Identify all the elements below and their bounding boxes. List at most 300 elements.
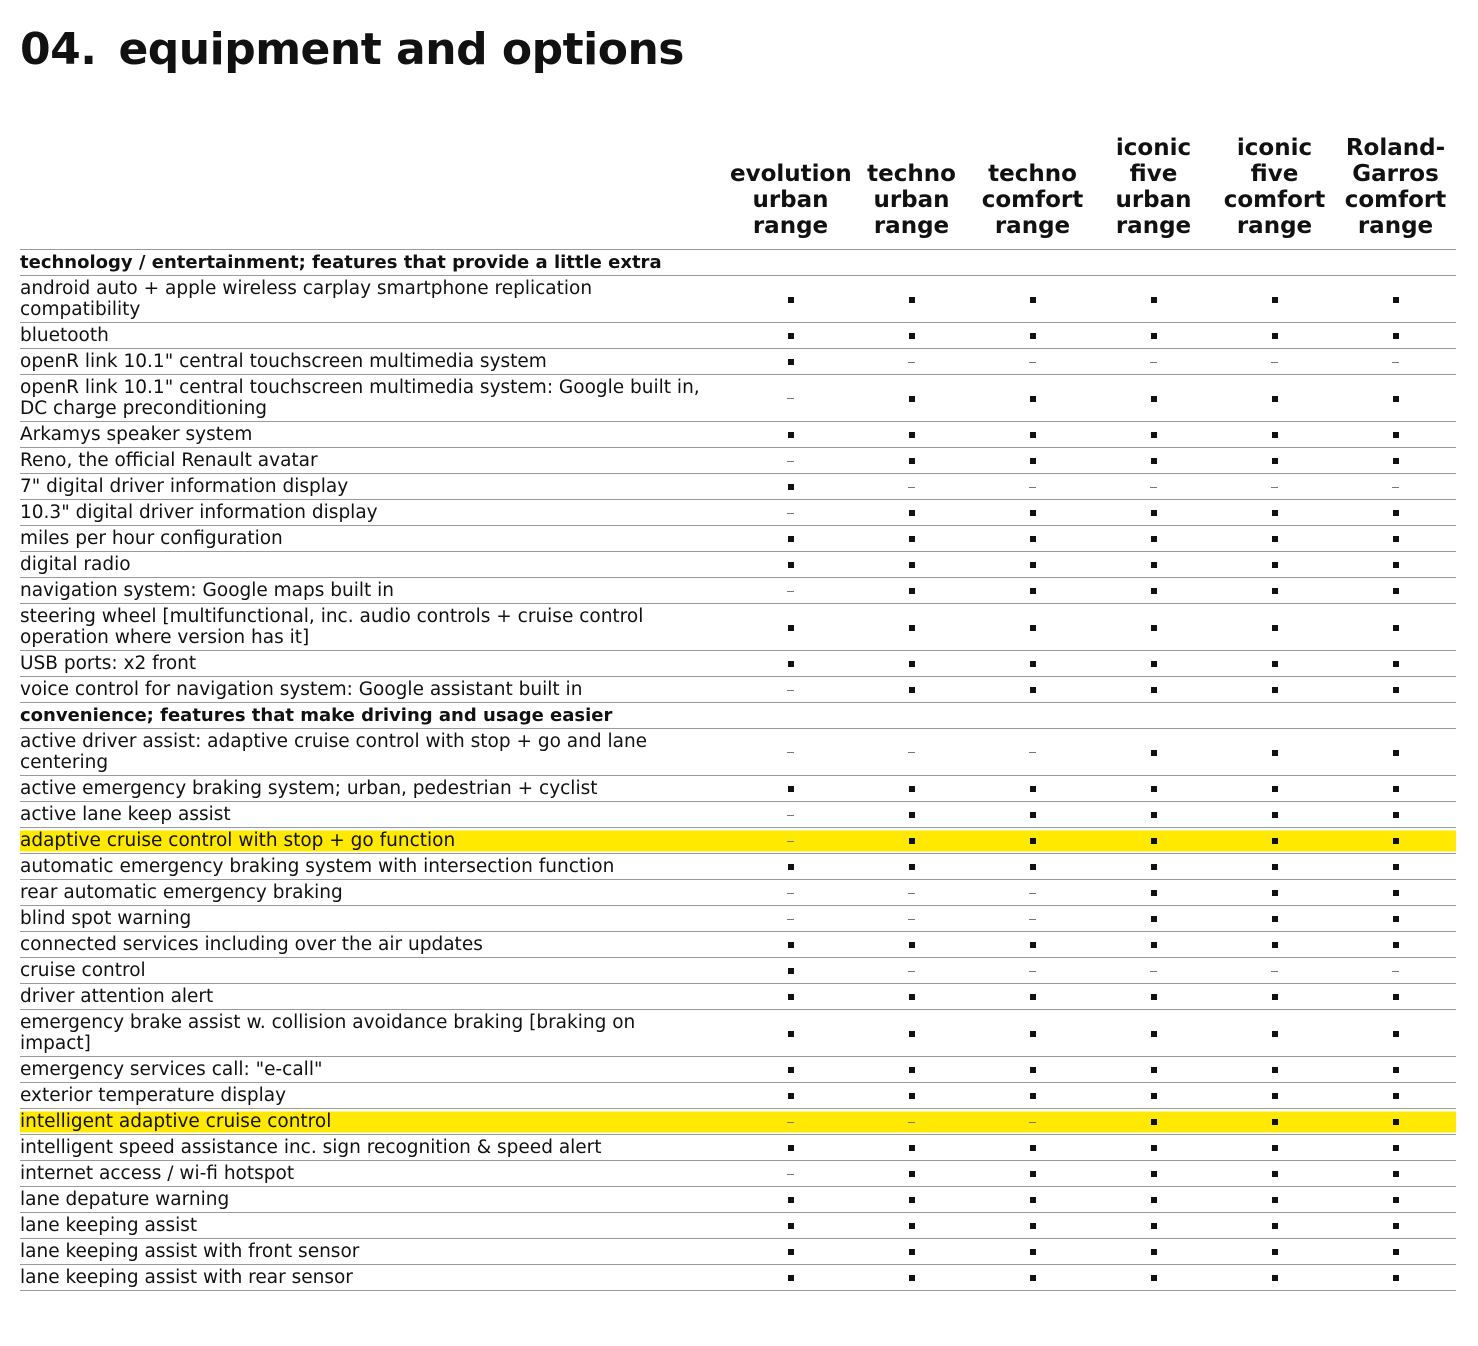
availability-cell (1093, 958, 1214, 984)
availability-cell (851, 448, 972, 474)
availability-cell (1093, 1135, 1214, 1161)
availability-cell (730, 422, 851, 448)
standard-marker-icon (1272, 786, 1278, 792)
availability-cell (1214, 828, 1335, 854)
availability-cell (730, 802, 851, 828)
not-available-marker-icon (1029, 487, 1036, 488)
standard-marker-icon (909, 432, 915, 438)
availability-cell (1335, 802, 1456, 828)
standard-marker-icon (1030, 1249, 1036, 1255)
feature-row (20, 474, 1456, 500)
availability-cell (1093, 1239, 1214, 1265)
availability-cell (851, 651, 972, 677)
availability-cell (1093, 604, 1214, 651)
standard-marker-icon (1272, 916, 1278, 922)
availability-cell (972, 578, 1093, 604)
availability-cell (1335, 349, 1456, 375)
standard-marker-icon (788, 536, 794, 542)
feature-row (20, 276, 1456, 323)
standard-marker-icon (909, 687, 915, 693)
availability-cell (972, 854, 1093, 880)
availability-cell (1335, 526, 1456, 552)
availability-cell (1214, 1239, 1335, 1265)
availability-cell (1093, 323, 1214, 349)
availability-cell (1214, 729, 1335, 776)
availability-cell (972, 677, 1093, 703)
availability-cell (1214, 276, 1335, 323)
availability-cell (851, 854, 972, 880)
feature-row (20, 604, 1456, 651)
column-header: iconic five urban range (1093, 135, 1214, 250)
standard-marker-icon (1272, 562, 1278, 568)
not-available-marker-icon (908, 487, 915, 488)
availability-cell (730, 932, 851, 958)
availability-cell (1335, 776, 1456, 802)
availability-cell (1335, 1083, 1456, 1109)
standard-marker-icon (909, 625, 915, 631)
standard-marker-icon (1030, 432, 1036, 438)
not-available-marker-icon (1029, 919, 1036, 920)
availability-cell (730, 880, 851, 906)
standard-marker-icon (1030, 333, 1036, 339)
availability-cell (1214, 422, 1335, 448)
not-available-marker-icon (787, 461, 794, 462)
availability-cell (1335, 651, 1456, 677)
section-label: convenience; features that make driving and usage easier (20, 703, 1456, 729)
standard-marker-icon (1151, 1275, 1157, 1281)
feature-row (20, 1213, 1456, 1239)
feature-row (20, 677, 1456, 703)
standard-marker-icon (1272, 890, 1278, 896)
availability-cell (851, 500, 972, 526)
section-header-row (20, 703, 1456, 729)
availability-cell (1335, 448, 1456, 474)
feature-label: lane keeping assist (20, 1213, 730, 1239)
availability-cell (972, 375, 1093, 422)
feature-label: miles per hour configuration (20, 526, 730, 552)
availability-cell (851, 984, 972, 1010)
availability-cell (1335, 677, 1456, 703)
availability-cell (851, 578, 972, 604)
standard-marker-icon (788, 864, 794, 870)
standard-marker-icon (1030, 1067, 1036, 1073)
not-available-marker-icon (908, 919, 915, 920)
standard-marker-icon (1393, 1145, 1399, 1151)
standard-marker-icon (1272, 396, 1278, 402)
availability-cell (972, 651, 1093, 677)
feature-row (20, 422, 1456, 448)
availability-cell (1335, 1010, 1456, 1057)
standard-marker-icon (1151, 458, 1157, 464)
availability-cell (851, 1213, 972, 1239)
not-available-marker-icon (787, 815, 794, 816)
not-available-marker-icon (1029, 893, 1036, 894)
standard-marker-icon (1151, 916, 1157, 922)
feature-row (20, 349, 1456, 375)
availability-cell (730, 552, 851, 578)
feature-row (20, 729, 1456, 776)
not-available-marker-icon (787, 398, 794, 399)
standard-marker-icon (1272, 625, 1278, 631)
availability-cell (1335, 422, 1456, 448)
feature-label: openR link 10.1" central touchscreen multimedia system: Google built in, DC charge preconditioning (20, 375, 730, 422)
availability-cell (972, 349, 1093, 375)
standard-marker-icon (1030, 1275, 1036, 1281)
availability-cell (1214, 958, 1335, 984)
not-available-marker-icon (787, 919, 794, 920)
availability-cell (972, 880, 1093, 906)
feature-label: rear automatic emergency braking (20, 880, 730, 906)
standard-marker-icon (788, 942, 794, 948)
availability-cell (1093, 578, 1214, 604)
availability-cell (851, 828, 972, 854)
standard-marker-icon (1030, 994, 1036, 1000)
feature-label: lane keeping assist with rear sensor (20, 1265, 730, 1291)
feature-row (20, 1161, 1456, 1187)
standard-marker-icon (1272, 942, 1278, 948)
standard-marker-icon (788, 562, 794, 568)
header-row (20, 135, 1456, 250)
standard-marker-icon (1151, 333, 1157, 339)
availability-cell (1214, 1083, 1335, 1109)
standard-marker-icon (1030, 1031, 1036, 1037)
feature-label: driver attention alert (20, 984, 730, 1010)
standard-marker-icon (1393, 812, 1399, 818)
standard-marker-icon (1272, 812, 1278, 818)
standard-marker-icon (1393, 661, 1399, 667)
standard-marker-icon (1272, 864, 1278, 870)
not-available-marker-icon (1392, 971, 1399, 972)
standard-marker-icon (1151, 536, 1157, 542)
availability-cell (972, 1187, 1093, 1213)
feature-row (20, 958, 1456, 984)
feature-row (20, 854, 1456, 880)
section-number: 04. (20, 24, 97, 75)
availability-cell (730, 1187, 851, 1213)
standard-marker-icon (1272, 510, 1278, 516)
standard-marker-icon (1393, 1223, 1399, 1229)
standard-marker-icon (1393, 588, 1399, 594)
standard-marker-icon (1393, 838, 1399, 844)
feature-label: internet access / wi-fi hotspot (20, 1161, 730, 1187)
standard-marker-icon (788, 994, 794, 1000)
availability-cell (851, 474, 972, 500)
standard-marker-icon (788, 359, 794, 365)
standard-marker-icon (1151, 1067, 1157, 1073)
not-available-marker-icon (908, 893, 915, 894)
availability-cell (1335, 578, 1456, 604)
standard-marker-icon (909, 661, 915, 667)
standard-marker-icon (1151, 396, 1157, 402)
availability-cell (730, 776, 851, 802)
standard-marker-icon (1272, 687, 1278, 693)
feature-label: automatic emergency braking system with intersection function (20, 854, 730, 880)
availability-cell (1214, 776, 1335, 802)
standard-marker-icon (1151, 1119, 1157, 1125)
availability-cell (1214, 526, 1335, 552)
feature-row (20, 552, 1456, 578)
standard-marker-icon (1030, 625, 1036, 631)
standard-marker-icon (1393, 1197, 1399, 1203)
standard-marker-icon (1272, 588, 1278, 594)
feature-label: 7" digital driver information display (20, 474, 730, 500)
availability-cell (1214, 1135, 1335, 1161)
availability-cell (1335, 1265, 1456, 1291)
availability-cell (1093, 1213, 1214, 1239)
not-available-marker-icon (1029, 752, 1036, 753)
availability-cell (730, 651, 851, 677)
column-header: techno comfort range (972, 135, 1093, 250)
standard-marker-icon (1393, 333, 1399, 339)
availability-cell (851, 677, 972, 703)
feature-row (20, 1265, 1456, 1291)
standard-marker-icon (1151, 1197, 1157, 1203)
feature-label: bluetooth (20, 323, 730, 349)
availability-cell (1335, 880, 1456, 906)
availability-cell (972, 1265, 1093, 1291)
standard-marker-icon (1151, 890, 1157, 896)
availability-cell (1214, 677, 1335, 703)
standard-marker-icon (1272, 432, 1278, 438)
availability-cell (851, 802, 972, 828)
standard-marker-icon (1151, 510, 1157, 516)
standard-marker-icon (1030, 942, 1036, 948)
availability-cell (972, 802, 1093, 828)
feature-row (20, 802, 1456, 828)
availability-cell (1214, 474, 1335, 500)
standard-marker-icon (1393, 396, 1399, 402)
feature-row (20, 1135, 1456, 1161)
availability-cell (730, 1109, 851, 1135)
availability-cell (1214, 651, 1335, 677)
standard-marker-icon (788, 1145, 794, 1151)
standard-marker-icon (1030, 536, 1036, 542)
feature-label: navigation system: Google maps built in (20, 578, 730, 604)
not-available-marker-icon (787, 752, 794, 753)
standard-marker-icon (909, 536, 915, 542)
availability-cell (1335, 1213, 1456, 1239)
standard-marker-icon (1272, 1119, 1278, 1125)
availability-cell (851, 1109, 972, 1135)
availability-cell (1214, 500, 1335, 526)
availability-cell (851, 880, 972, 906)
standard-marker-icon (1151, 1031, 1157, 1037)
standard-marker-icon (788, 1093, 794, 1099)
not-available-marker-icon (908, 971, 915, 972)
feature-row (20, 880, 1456, 906)
standard-marker-icon (788, 1067, 794, 1073)
availability-cell (1214, 448, 1335, 474)
availability-cell (1214, 984, 1335, 1010)
availability-cell (730, 323, 851, 349)
standard-marker-icon (1151, 1171, 1157, 1177)
feature-row (20, 1187, 1456, 1213)
standard-marker-icon (1393, 1275, 1399, 1281)
standard-marker-icon (909, 1249, 915, 1255)
availability-cell (972, 828, 1093, 854)
not-available-marker-icon (1029, 971, 1036, 972)
standard-marker-icon (1272, 297, 1278, 303)
standard-marker-icon (909, 1093, 915, 1099)
feature-label: active lane keep assist (20, 802, 730, 828)
standard-marker-icon (909, 786, 915, 792)
feature-label: steering wheel [multifunctional, inc. audio controls + cruise control operation where version has it] (20, 604, 730, 651)
standard-marker-icon (1151, 1223, 1157, 1229)
standard-marker-icon (788, 1249, 794, 1255)
standard-marker-icon (1393, 687, 1399, 693)
availability-cell (730, 526, 851, 552)
availability-cell (851, 604, 972, 651)
standard-marker-icon (1272, 1275, 1278, 1281)
availability-cell (1093, 1161, 1214, 1187)
standard-marker-icon (788, 484, 794, 490)
column-header: techno urban range (851, 135, 972, 250)
standard-marker-icon (1272, 1171, 1278, 1177)
availability-cell (1335, 1161, 1456, 1187)
availability-cell (1093, 880, 1214, 906)
availability-cell (851, 1135, 972, 1161)
not-available-marker-icon (1029, 1122, 1036, 1123)
availability-cell (1093, 906, 1214, 932)
availability-cell (730, 1213, 851, 1239)
availability-cell (972, 984, 1093, 1010)
availability-cell (851, 526, 972, 552)
availability-cell (1093, 422, 1214, 448)
standard-marker-icon (909, 510, 915, 516)
standard-marker-icon (1272, 1067, 1278, 1073)
availability-cell (1214, 552, 1335, 578)
availability-cell (1093, 349, 1214, 375)
standard-marker-icon (909, 1171, 915, 1177)
table-body (20, 250, 1456, 1291)
availability-cell (1214, 1187, 1335, 1213)
availability-cell (1093, 828, 1214, 854)
highlighted-feature-row (20, 828, 1456, 854)
standard-marker-icon (1393, 562, 1399, 568)
not-available-marker-icon (1392, 362, 1399, 363)
standard-marker-icon (1272, 1145, 1278, 1151)
availability-cell (1093, 1057, 1214, 1083)
availability-cell (972, 448, 1093, 474)
standard-marker-icon (1030, 1171, 1036, 1177)
availability-cell (851, 1239, 972, 1265)
availability-cell (1093, 276, 1214, 323)
availability-cell (1335, 552, 1456, 578)
availability-cell (1335, 1187, 1456, 1213)
availability-cell (851, 1010, 972, 1057)
availability-cell (1335, 932, 1456, 958)
availability-cell (1335, 1239, 1456, 1265)
availability-cell (730, 1083, 851, 1109)
availability-cell (1335, 906, 1456, 932)
standard-marker-icon (1030, 396, 1036, 402)
not-available-marker-icon (1150, 362, 1157, 363)
standard-marker-icon (1030, 864, 1036, 870)
standard-marker-icon (788, 625, 794, 631)
page-title (20, 22, 684, 78)
not-available-marker-icon (1392, 487, 1399, 488)
standard-marker-icon (1393, 1067, 1399, 1073)
availability-cell (730, 906, 851, 932)
feature-column-header (20, 135, 730, 250)
availability-cell (1335, 729, 1456, 776)
availability-cell (1093, 1010, 1214, 1057)
availability-cell (972, 323, 1093, 349)
availability-cell (1214, 604, 1335, 651)
standard-marker-icon (1272, 333, 1278, 339)
availability-cell (730, 578, 851, 604)
standard-marker-icon (1030, 661, 1036, 667)
not-available-marker-icon (1271, 362, 1278, 363)
not-available-marker-icon (787, 1174, 794, 1175)
availability-cell (972, 1010, 1093, 1057)
feature-label: android auto + apple wireless carplay smartphone replication compatibility (20, 276, 730, 323)
feature-label: Arkamys speaker system (20, 422, 730, 448)
availability-cell (730, 1265, 851, 1291)
availability-cell (972, 1161, 1093, 1187)
equipment-table (20, 135, 1456, 1291)
availability-cell (972, 958, 1093, 984)
standard-marker-icon (788, 968, 794, 974)
availability-cell (972, 422, 1093, 448)
standard-marker-icon (788, 432, 794, 438)
standard-marker-icon (909, 297, 915, 303)
feature-label: connected services including over the air updates (20, 932, 730, 958)
standard-marker-icon (1151, 297, 1157, 303)
availability-cell (851, 323, 972, 349)
availability-cell (1335, 958, 1456, 984)
standard-marker-icon (1151, 786, 1157, 792)
feature-row (20, 1239, 1456, 1265)
standard-marker-icon (1030, 510, 1036, 516)
standard-marker-icon (1272, 1093, 1278, 1099)
availability-cell (730, 1239, 851, 1265)
feature-row (20, 984, 1456, 1010)
availability-cell (1335, 276, 1456, 323)
standard-marker-icon (909, 458, 915, 464)
feature-row (20, 526, 1456, 552)
not-available-marker-icon (787, 1122, 794, 1123)
standard-marker-icon (909, 838, 915, 844)
standard-marker-icon (1393, 1249, 1399, 1255)
standard-marker-icon (1030, 786, 1036, 792)
standard-marker-icon (788, 1031, 794, 1037)
standard-marker-icon (1272, 1197, 1278, 1203)
standard-marker-icon (1151, 812, 1157, 818)
availability-cell (851, 552, 972, 578)
standard-marker-icon (1393, 536, 1399, 542)
availability-cell (972, 1109, 1093, 1135)
availability-cell (1093, 375, 1214, 422)
feature-label: blind spot warning (20, 906, 730, 932)
availability-cell (1093, 984, 1214, 1010)
standard-marker-icon (909, 1031, 915, 1037)
standard-marker-icon (788, 1197, 794, 1203)
availability-cell (1214, 349, 1335, 375)
standard-marker-icon (909, 1067, 915, 1073)
availability-cell (1214, 880, 1335, 906)
availability-cell (730, 854, 851, 880)
not-available-marker-icon (1271, 487, 1278, 488)
column-header: evolution urban range (730, 135, 851, 250)
feature-row (20, 776, 1456, 802)
standard-marker-icon (1393, 625, 1399, 631)
standard-marker-icon (1030, 687, 1036, 693)
availability-cell (730, 958, 851, 984)
standard-marker-icon (909, 994, 915, 1000)
availability-cell (1093, 1109, 1214, 1135)
standard-marker-icon (1393, 458, 1399, 464)
